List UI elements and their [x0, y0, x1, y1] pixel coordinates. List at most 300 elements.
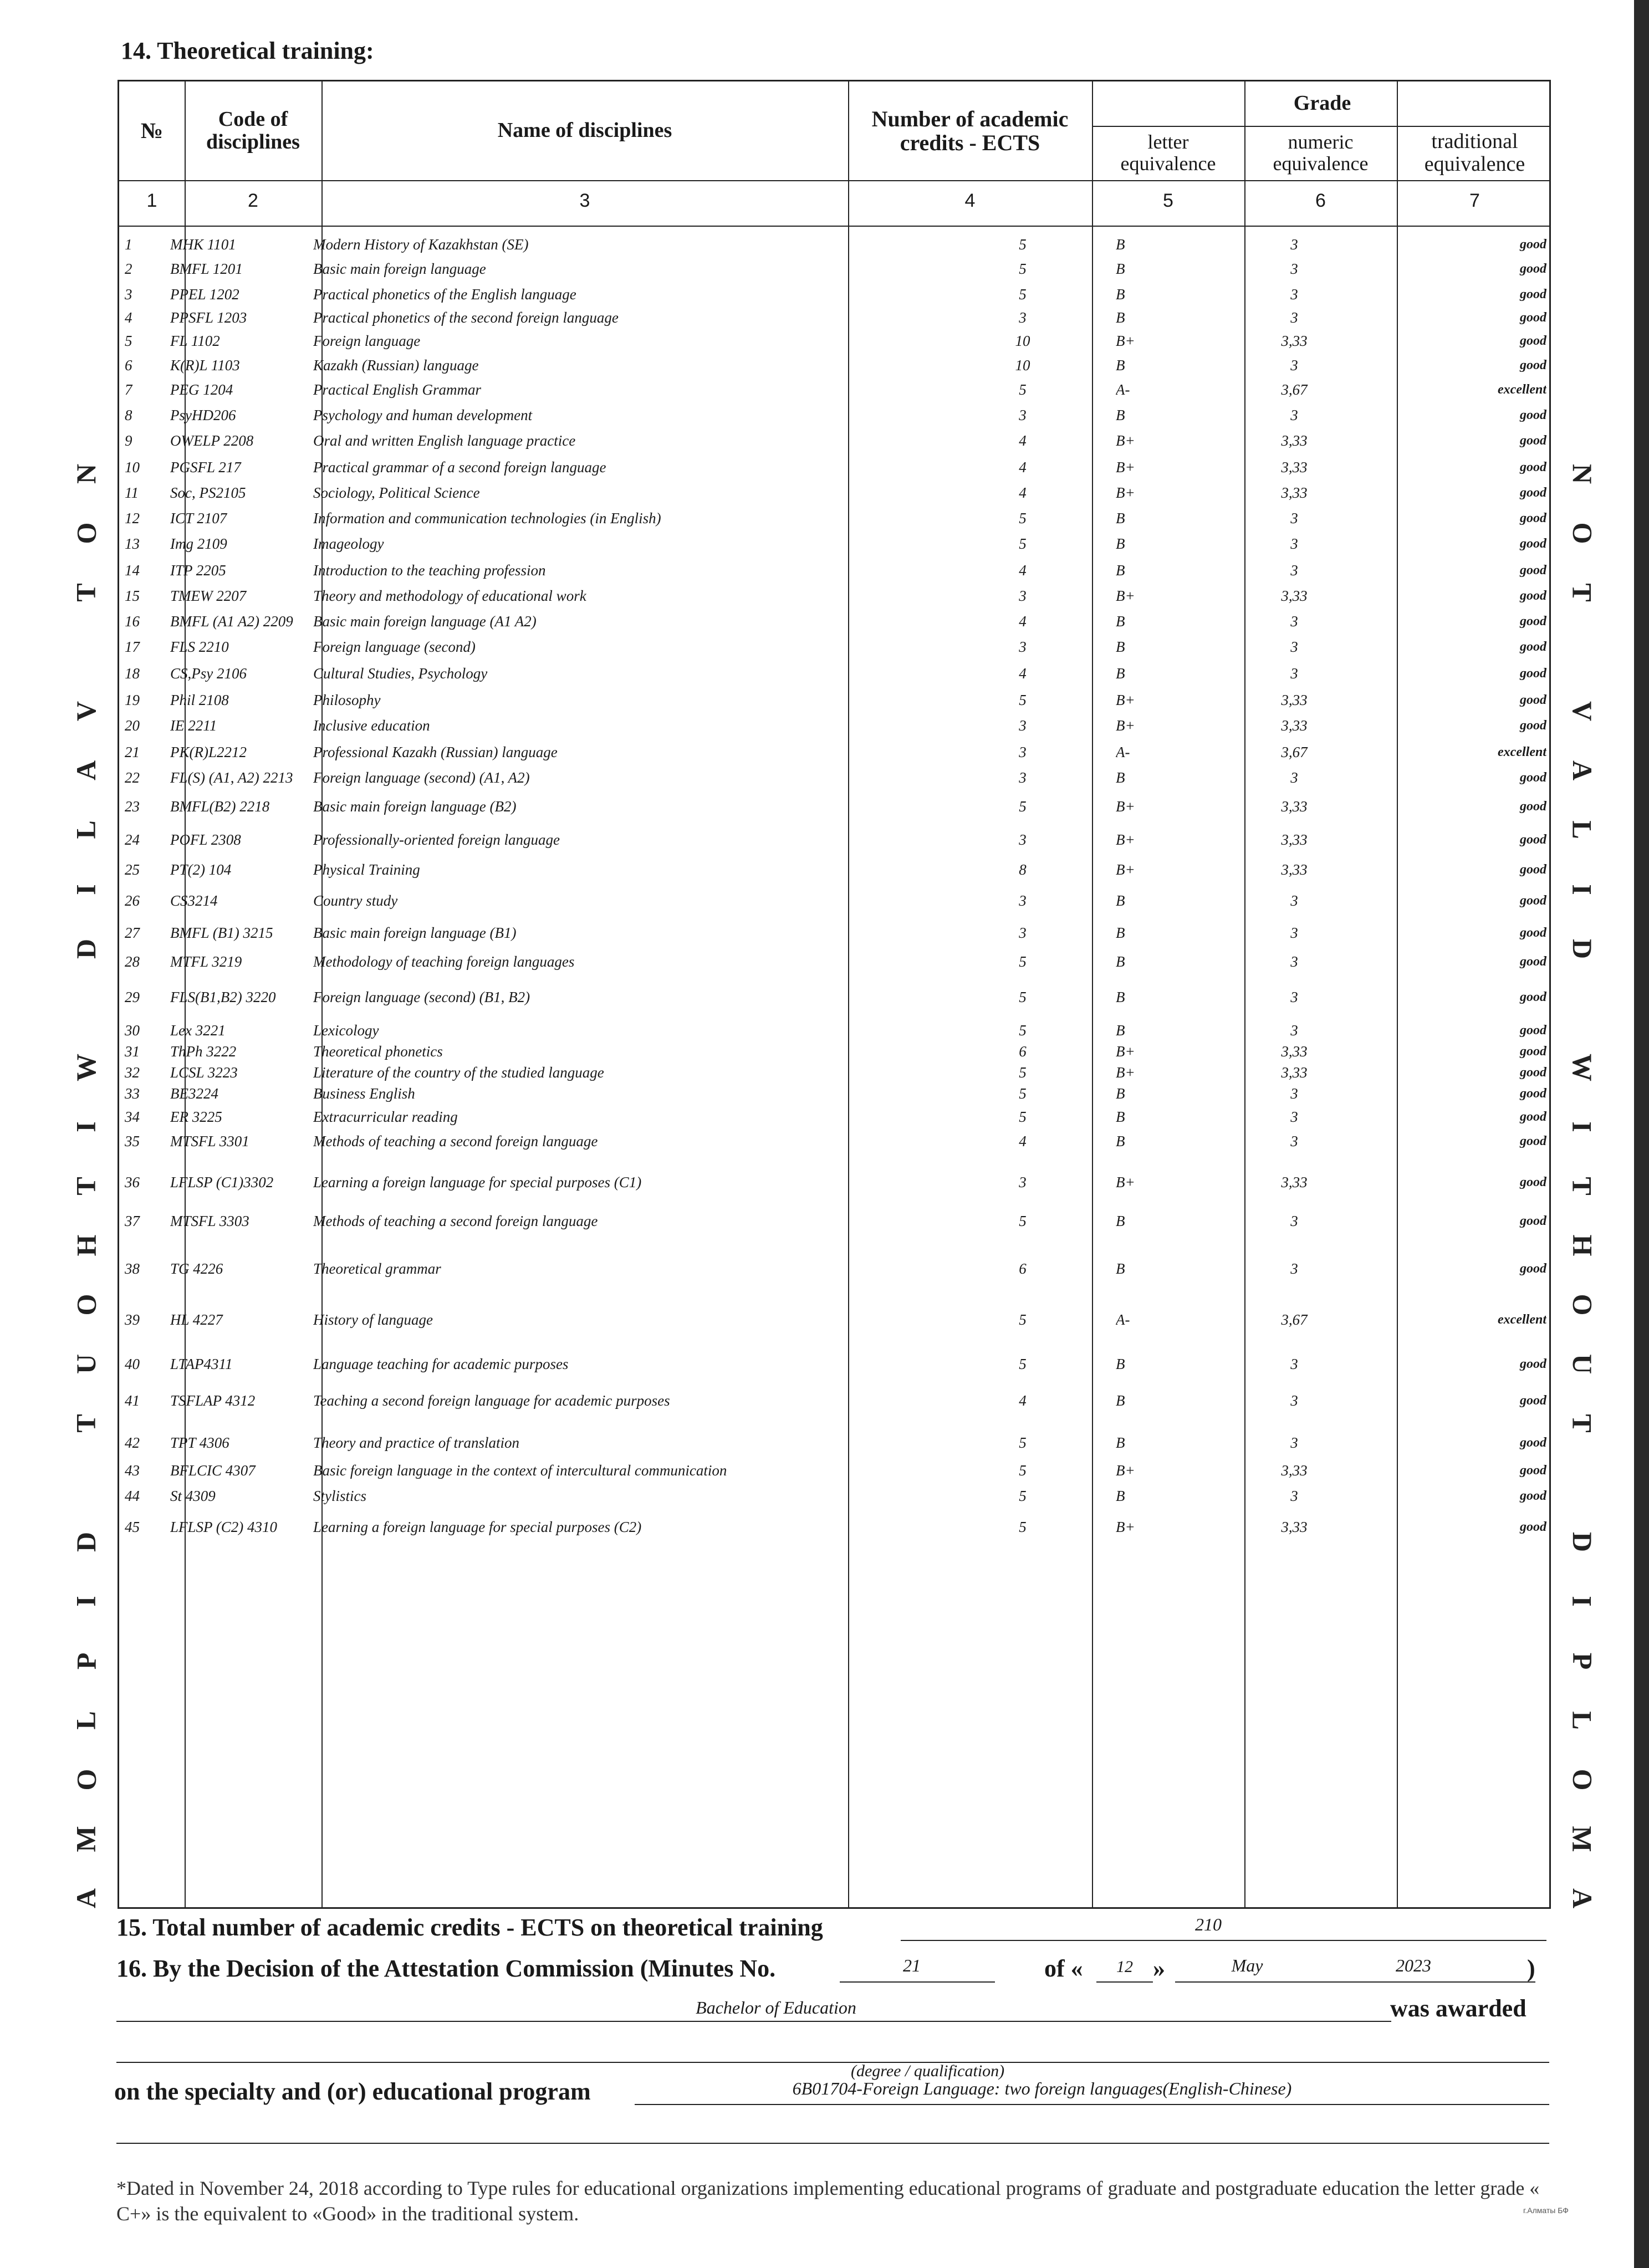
- discipline-code: FLS(B1,B2) 3220: [170, 989, 276, 1005]
- watermark-letter: U: [70, 1354, 101, 1375]
- table-row: [119, 662, 1553, 685]
- watermark-letter: L: [1566, 820, 1598, 840]
- total-credits-label: 15. Total number of academic credits - ECTS on theoretical training: [116, 1914, 823, 1941]
- discipline-name: Teaching a second foreign language for academic purposes: [313, 1392, 670, 1409]
- numeric-grade: 3,33: [1281, 484, 1308, 501]
- credits-value: 5: [1019, 381, 1027, 398]
- watermark-letter: A: [70, 760, 101, 781]
- letter-grade: B+: [1116, 1043, 1135, 1060]
- table-row: [119, 482, 1553, 504]
- watermark-letter: L: [1566, 1710, 1598, 1730]
- row-number: 33: [125, 1085, 140, 1102]
- credits-value: 5: [1019, 260, 1027, 277]
- discipline-code: TMEW 2207: [170, 588, 247, 604]
- letter-grade: B+: [1116, 692, 1135, 708]
- table-row: [119, 354, 1553, 376]
- numeric-grade: 3,33: [1281, 1519, 1308, 1535]
- credits-value: 3: [1019, 1174, 1027, 1191]
- table-row: [119, 233, 1553, 256]
- traditional-grade: excellent: [1498, 1312, 1546, 1327]
- discipline-code: LFLSP (C2) 4310: [170, 1519, 278, 1535]
- watermark-letter: N: [70, 463, 101, 484]
- watermark-letter: H: [70, 1234, 101, 1256]
- letter-grade: B+: [1116, 1462, 1135, 1479]
- row-number: 30: [125, 1022, 140, 1039]
- credits-value: 5: [1019, 1064, 1027, 1081]
- discipline-code: TSFLAP 4312: [170, 1392, 256, 1409]
- credits-value: 5: [1019, 1434, 1027, 1451]
- credits-value: 3: [1019, 769, 1027, 786]
- table-row: [119, 741, 1553, 763]
- column-number-rule: [119, 226, 1549, 227]
- row-number: 39: [125, 1311, 140, 1328]
- table-row: [119, 1019, 1553, 1041]
- letter-grade: B: [1116, 1213, 1125, 1229]
- credits-value: 10: [1015, 357, 1030, 374]
- credits-value: 3: [1019, 717, 1027, 734]
- letter-grade: A-: [1116, 381, 1130, 398]
- watermark-letter: I: [70, 1121, 101, 1132]
- credits-value: 3: [1019, 588, 1027, 604]
- letter-grade: B+: [1116, 717, 1135, 734]
- traditional-grade: good: [1520, 460, 1546, 474]
- numeric-grade: 3,33: [1281, 1064, 1308, 1081]
- letter-grade: B+: [1116, 1174, 1135, 1191]
- letter-grade: B: [1116, 357, 1125, 374]
- row-number: 3: [125, 286, 132, 303]
- traditional-grade: good: [1520, 537, 1546, 551]
- watermark-letter: W: [70, 1053, 101, 1081]
- letter-grade: B: [1116, 562, 1125, 579]
- discipline-name: Philosophy: [313, 692, 381, 708]
- watermark-letter: H: [1567, 1234, 1598, 1256]
- watermark-letter: A: [1566, 760, 1598, 781]
- table-row: [119, 1061, 1553, 1084]
- credits-value: 4: [1019, 665, 1027, 682]
- row-number: 43: [125, 1462, 140, 1479]
- row-number: 35: [125, 1133, 140, 1150]
- credits-value: 3: [1019, 638, 1027, 655]
- traditional-grade: good: [1520, 563, 1546, 578]
- table-row: [119, 307, 1553, 329]
- table-row: [119, 1353, 1553, 1375]
- row-number: 32: [125, 1064, 140, 1081]
- discipline-code: MTFL 3219: [170, 953, 242, 970]
- row-number: 38: [125, 1260, 140, 1277]
- row-number: 34: [125, 1109, 140, 1125]
- discipline-name: Professionally-oriented foreign language: [313, 831, 560, 848]
- watermark-letter: I: [1567, 1596, 1598, 1607]
- credits-value: 5: [1019, 798, 1027, 815]
- awarded-label: was awarded: [1390, 1995, 1527, 2022]
- letter-grade: B: [1116, 1356, 1125, 1372]
- credits-value: 5: [1019, 1488, 1027, 1504]
- traditional-grade: good: [1520, 693, 1546, 707]
- watermark-letter: T: [1566, 1414, 1598, 1433]
- letter-grade: B: [1116, 953, 1125, 970]
- numeric-grade: 3: [1290, 1392, 1298, 1409]
- watermark-letter: U: [1566, 1354, 1598, 1375]
- year-value: 2023: [1396, 1955, 1431, 1975]
- discipline-name: Language teaching for academic purposes: [313, 1356, 569, 1372]
- degree-underline: [116, 2021, 1391, 2022]
- traditional-grade: good: [1520, 1463, 1546, 1478]
- row-number: 14: [125, 562, 140, 579]
- header-num: №: [140, 118, 164, 144]
- discipline-name: Business English: [313, 1085, 415, 1102]
- credits-value: 6: [1019, 1260, 1027, 1277]
- credits-value: 5: [1019, 286, 1027, 303]
- discipline-code: BMFL (A1 A2) 2209: [170, 613, 293, 630]
- discipline-name: Literature of the country of the studied language: [313, 1064, 604, 1081]
- numeric-grade: 3: [1290, 769, 1298, 786]
- watermark-right: [1566, 460, 1599, 1912]
- table-row: [119, 951, 1553, 973]
- credits-value: 5: [1019, 535, 1027, 552]
- numeric-grade: 3: [1290, 892, 1298, 909]
- letter-grade: B: [1116, 236, 1125, 253]
- discipline-name: Learning a foreign language for special purposes (C2): [313, 1519, 642, 1535]
- traditional-grade: good: [1520, 334, 1546, 348]
- row-number: 18: [125, 665, 140, 682]
- row-number: 45: [125, 1519, 140, 1535]
- credits-value: 5: [1019, 692, 1027, 708]
- discipline-name: Basic foreign language in the context of intercultural communication: [313, 1462, 727, 1479]
- credits-value: 3: [1019, 407, 1027, 423]
- watermark-letter: D: [1566, 938, 1598, 959]
- watermark-letter: T: [1566, 1177, 1598, 1196]
- numeric-grade: 3,33: [1281, 333, 1308, 349]
- row-number: 21: [125, 744, 140, 760]
- table-row: [119, 1390, 1553, 1412]
- footnote: *Dated in November 24, 2018 according to Type rules for educational organizations implementing educational programs of graduate and postgraduate education the letter grade « C+» is the equivalent to «Good» in the traditional system.: [116, 2177, 1540, 2225]
- watermark-letter: [72, 1479, 100, 1487]
- header-credits: Number of academic credits - ECTS: [871, 106, 1069, 155]
- table-row: [119, 456, 1553, 478]
- column-number: 1: [146, 190, 157, 211]
- credits-value: 5: [1019, 1519, 1027, 1535]
- table-row: [119, 1210, 1553, 1232]
- header-letter: letter equivalence: [1120, 131, 1216, 175]
- discipline-name: Basic main foreign language (A1 A2): [313, 613, 537, 630]
- watermark-letter: O: [1567, 1294, 1598, 1316]
- watermark-letter: O: [70, 1769, 101, 1791]
- row-number: 13: [125, 535, 140, 552]
- discipline-name: Practical grammar of a second foreign language: [313, 459, 606, 476]
- discipline-name: Professional Kazakh (Russian) language: [313, 744, 558, 760]
- degree-qualification-caption: (degree / qualification): [851, 2062, 1005, 2080]
- row-number: 37: [125, 1213, 140, 1229]
- watermark-letter: T: [1566, 583, 1598, 602]
- letter-grade: B+: [1116, 831, 1135, 848]
- blank-underline: [116, 2143, 1549, 2144]
- row-number: 19: [125, 692, 140, 708]
- credits-value: 5: [1019, 236, 1027, 253]
- letter-grade: B+: [1116, 798, 1135, 815]
- table-row: [119, 533, 1553, 555]
- credits-value: 5: [1019, 1109, 1027, 1125]
- numeric-grade: 3,67: [1281, 1311, 1308, 1328]
- numeric-grade: 3: [1290, 638, 1298, 655]
- numeric-grade: 3: [1290, 407, 1298, 423]
- row-number: 25: [125, 861, 140, 878]
- letter-grade: B: [1116, 286, 1125, 303]
- table-row: [119, 1309, 1553, 1331]
- watermark-letter: L: [70, 820, 101, 840]
- discipline-name: History of language: [313, 1311, 433, 1328]
- letter-grade: B+: [1116, 333, 1135, 349]
- table-row: [119, 559, 1553, 581]
- numeric-grade: 3: [1290, 260, 1298, 277]
- table-row: [119, 1130, 1553, 1152]
- numeric-grade: 3,33: [1281, 588, 1308, 604]
- traditional-grade: good: [1520, 799, 1546, 814]
- letter-grade: B: [1116, 638, 1125, 655]
- credits-value: 5: [1019, 1311, 1027, 1328]
- discipline-name: Stylistics: [313, 1488, 366, 1504]
- row-number: 11: [125, 484, 139, 501]
- traditional-grade: good: [1520, 770, 1546, 785]
- discipline-name: Cultural Studies, Psychology: [313, 665, 488, 682]
- table-row: [119, 283, 1553, 305]
- traditional-grade: good: [1520, 1044, 1546, 1059]
- discipline-code: HL 4227: [170, 1311, 223, 1328]
- letter-grade: B+: [1116, 484, 1135, 501]
- header-numeric: numeric equivalence: [1273, 131, 1369, 175]
- credits-value: 6: [1019, 1043, 1027, 1060]
- traditional-grade: excellent: [1498, 745, 1546, 759]
- watermark-letter: M: [1566, 1826, 1598, 1852]
- table-row: [119, 986, 1553, 1008]
- letter-grade: B: [1116, 260, 1125, 277]
- section-title: 14. Theoretical training:: [121, 37, 374, 64]
- table-row: [119, 1432, 1553, 1454]
- letter-grade: B: [1116, 309, 1125, 326]
- traditional-grade: good: [1520, 926, 1546, 940]
- numeric-grade: 3,33: [1281, 459, 1308, 476]
- traditional-grade: good: [1520, 589, 1546, 603]
- row-number: 9: [125, 432, 132, 449]
- watermark-letter: [1569, 1004, 1596, 1012]
- watermark-letter: T: [70, 1177, 101, 1196]
- credits-value: 5: [1019, 1356, 1027, 1372]
- watermark-letter: I: [70, 1596, 101, 1607]
- row-number: 5: [125, 333, 132, 349]
- discipline-code: PGSFL 217: [170, 459, 241, 476]
- discipline-name: Basic main foreign language (B2): [313, 798, 517, 815]
- table-row: [119, 379, 1553, 401]
- table-row: [119, 767, 1553, 789]
- watermark-letter: A: [70, 1888, 101, 1908]
- credits-value: 5: [1019, 1462, 1027, 1479]
- credits-value: 3: [1019, 744, 1027, 760]
- credits-value: 3: [1019, 924, 1027, 941]
- discipline-code: Soc, PS2105: [170, 484, 246, 501]
- discipline-code: Img 2109: [170, 535, 227, 552]
- discipline-name: Psychology and human development: [313, 407, 533, 423]
- letter-grade: B: [1116, 924, 1125, 941]
- watermark-letter: P: [70, 1652, 101, 1669]
- letter-grade: B: [1116, 613, 1125, 630]
- discipline-name: Foreign language (second): [313, 638, 476, 655]
- numeric-grade: 3: [1290, 535, 1298, 552]
- numeric-grade: 3: [1290, 357, 1298, 374]
- day-value: 12: [1116, 1958, 1133, 1976]
- traditional-grade: good: [1520, 408, 1546, 422]
- credits-value: 5: [1019, 989, 1027, 1005]
- credits-value: 8: [1019, 861, 1027, 878]
- discipline-name: Information and communication technologies (in English): [313, 510, 661, 527]
- row-number: 42: [125, 1434, 140, 1451]
- traditional-grade: good: [1520, 990, 1546, 1004]
- letter-grade: B: [1116, 1133, 1125, 1150]
- letter-grade: B: [1116, 1434, 1125, 1451]
- discipline-code: FLS 2210: [170, 638, 229, 655]
- minutes-number: 21: [903, 1955, 921, 1975]
- numeric-grade: 3: [1290, 924, 1298, 941]
- month-value: May: [1231, 1955, 1263, 1975]
- table-row: [119, 404, 1553, 426]
- row-number: 4: [125, 309, 132, 326]
- discipline-name: Introduction to the teaching profession: [313, 562, 546, 579]
- row-number: 41: [125, 1392, 140, 1409]
- discipline-code: Phil 2108: [170, 692, 229, 708]
- traditional-grade: good: [1520, 640, 1546, 654]
- discipline-code: PPSFL 1203: [170, 309, 247, 326]
- traditional-grade: good: [1520, 262, 1546, 276]
- day-underline: [1096, 1981, 1153, 1983]
- table-row: [119, 1082, 1553, 1105]
- column-number: 3: [579, 190, 590, 211]
- row-number: 20: [125, 717, 140, 734]
- row-number: 12: [125, 510, 140, 527]
- row-number: 28: [125, 953, 140, 970]
- day-close-quote: »: [1153, 1955, 1165, 1982]
- numeric-grade: 3: [1290, 1488, 1298, 1504]
- discipline-name: Basic main foreign language: [313, 260, 486, 277]
- traditional-grade: good: [1520, 1175, 1546, 1189]
- header-grade: Grade: [1293, 91, 1351, 115]
- degree-value: Bachelor of Education: [696, 1998, 856, 2017]
- row-number: 22: [125, 769, 140, 786]
- watermark-letter: N: [1566, 463, 1598, 484]
- traditional-grade: good: [1520, 614, 1546, 629]
- discipline-name: Theoretical phonetics: [313, 1043, 443, 1060]
- discipline-name: Learning a foreign language for special purposes (C1): [313, 1174, 642, 1191]
- watermark-letter: W: [1567, 1053, 1598, 1081]
- credits-value: 4: [1019, 484, 1027, 501]
- letter-grade: B: [1116, 535, 1125, 552]
- discipline-code: LFLSP (C1)3302: [170, 1174, 274, 1191]
- traditional-grade: good: [1520, 862, 1546, 877]
- row-number: 17: [125, 638, 140, 655]
- discipline-code: CS3214: [170, 892, 218, 909]
- watermark-letter: [1569, 1479, 1596, 1487]
- discipline-code: PT(2) 104: [170, 861, 232, 878]
- letter-grade: B: [1116, 1260, 1125, 1277]
- numeric-grade: 3: [1290, 665, 1298, 682]
- traditional-grade: good: [1520, 237, 1546, 252]
- traditional-grade: good: [1520, 1357, 1546, 1371]
- table-row: [119, 829, 1553, 851]
- discipline-code: MTSFL 3303: [170, 1213, 249, 1229]
- table-row: [119, 258, 1553, 280]
- table-row: [119, 1040, 1553, 1063]
- discipline-code: LTAP4311: [170, 1356, 233, 1372]
- letter-grade: B: [1116, 1085, 1125, 1102]
- discipline-name: Theoretical grammar: [313, 1260, 441, 1277]
- table-row: [119, 714, 1553, 737]
- credits-value: 5: [1019, 1213, 1027, 1229]
- header-code: Code of disciplines: [206, 107, 300, 154]
- discipline-name: Practical English Grammar: [313, 381, 481, 398]
- row-number: 29: [125, 989, 140, 1005]
- numeric-grade: 3,67: [1281, 744, 1308, 760]
- discipline-code: TPT 4306: [170, 1434, 229, 1451]
- letter-grade: B: [1116, 769, 1125, 786]
- discipline-name: Country study: [313, 892, 398, 909]
- discipline-name: Kazakh (Russian) language: [313, 357, 479, 374]
- row-number: 36: [125, 1174, 140, 1191]
- numeric-grade: 3: [1290, 309, 1298, 326]
- watermark-letter: D: [70, 1532, 101, 1552]
- header-name: Name of disciplines: [497, 119, 672, 142]
- letter-grade: B: [1116, 1109, 1125, 1125]
- decision-label: 16. By the Decision of the Attestation Commission (Minutes No.: [116, 1955, 776, 1982]
- discipline-code: MHK 1101: [170, 236, 236, 253]
- numeric-grade: 3: [1290, 1260, 1298, 1277]
- traditional-grade: good: [1520, 1489, 1546, 1503]
- column-number: 7: [1469, 190, 1480, 211]
- watermark-letter: L: [70, 1710, 101, 1730]
- traditional-grade: good: [1520, 358, 1546, 372]
- traditional-grade: good: [1520, 1436, 1546, 1450]
- watermark-letter: D: [1566, 1532, 1598, 1552]
- watermark-letter: V: [1566, 701, 1598, 722]
- numeric-grade: 3: [1290, 1133, 1298, 1150]
- numeric-grade: 3: [1290, 1022, 1298, 1039]
- table-row: [119, 1106, 1553, 1128]
- watermark-letter: I: [1567, 1121, 1598, 1132]
- letter-grade: B: [1116, 1488, 1125, 1504]
- traditional-grade: good: [1520, 832, 1546, 847]
- row-number: 2: [125, 260, 132, 277]
- traditional-grade: good: [1520, 954, 1546, 969]
- numeric-grade: 3: [1290, 1434, 1298, 1451]
- numeric-grade: 3: [1290, 989, 1298, 1005]
- discipline-code: ICT 2107: [170, 510, 227, 527]
- discipline-name: Methods of teaching a second foreign language: [313, 1133, 598, 1150]
- traditional-grade: good: [1520, 1134, 1546, 1148]
- column-number: 4: [964, 190, 976, 211]
- discipline-code: K(R)L 1103: [170, 357, 240, 374]
- traditional-grade: good: [1520, 433, 1546, 448]
- column-number: 5: [1163, 190, 1173, 211]
- table-row: [119, 585, 1553, 607]
- numeric-grade: 3: [1290, 1109, 1298, 1125]
- discipline-code: POFL 2308: [170, 831, 241, 848]
- discipline-code: BMFL (B1) 3215: [170, 924, 273, 941]
- traditional-grade: good: [1520, 1065, 1546, 1080]
- numeric-grade: 3,33: [1281, 798, 1308, 815]
- header-rule: [119, 180, 1549, 181]
- discipline-code: LCSL 3223: [170, 1064, 238, 1081]
- watermark-letter: O: [70, 522, 101, 544]
- numeric-grade: 3: [1290, 953, 1298, 970]
- discipline-code: PEG 1204: [170, 381, 233, 398]
- letter-grade: B+: [1116, 861, 1135, 878]
- credits-value: 5: [1019, 1085, 1027, 1102]
